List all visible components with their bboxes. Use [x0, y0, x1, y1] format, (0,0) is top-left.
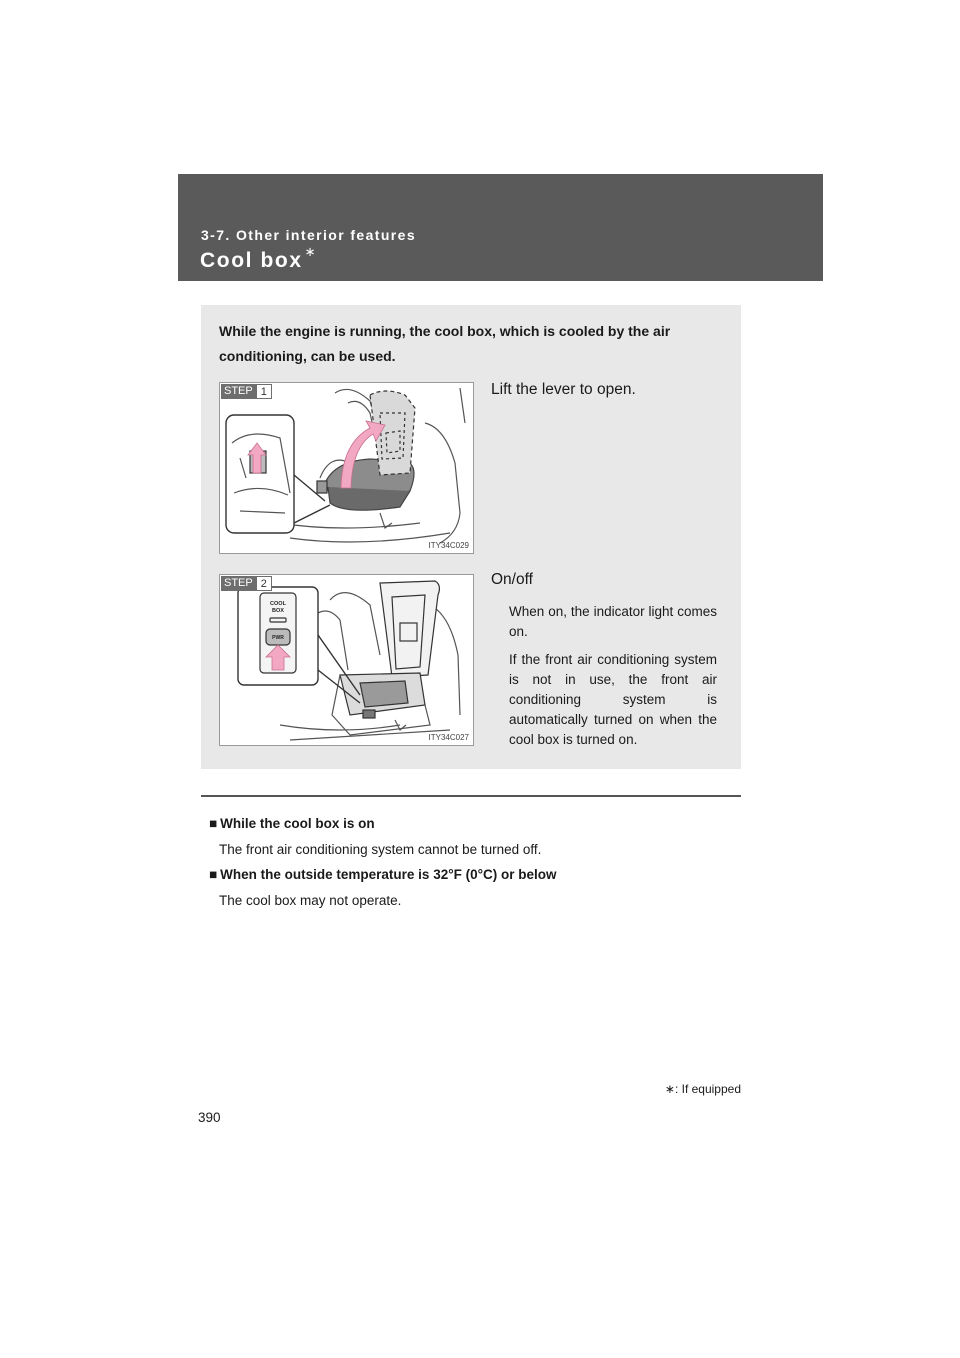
- step-1-text: Lift the lever to open.: [491, 381, 636, 398]
- note-heading-2: [209, 867, 557, 882]
- note-heading-text: When the outside temperature is 32°F (0°C) or below: [220, 867, 557, 882]
- step-2-figure: [219, 574, 474, 746]
- figure-code: ITY34C027: [428, 733, 469, 742]
- pwr-label: PWR: [272, 635, 284, 641]
- equipped-mark: ∗: [304, 244, 318, 259]
- step-2-text: On/off: [491, 571, 533, 588]
- note-marker: ■: [209, 867, 218, 882]
- page-title: [200, 244, 318, 273]
- figure-code: ITY34C029: [428, 541, 469, 550]
- step-2-note-2: If the front air conditioning system is not in use, the front air conditioning system is automatically turned on when the cool box is turned on.: [509, 652, 717, 747]
- divider: [201, 795, 741, 797]
- step-1-badge: [221, 384, 272, 399]
- note-body-1: The front air conditioning system cannot be turned off.: [219, 842, 542, 857]
- cool-label: COOL: [270, 601, 286, 607]
- page-number: 390: [198, 1110, 221, 1125]
- step-2-note-1: When on, the indicator light comes on.: [509, 604, 717, 639]
- instruction-panel: [201, 305, 741, 769]
- step-badge-label: STEP: [221, 576, 256, 591]
- note-marker: ■: [209, 816, 218, 831]
- step-badge-number: 2: [256, 576, 272, 591]
- section-header: [178, 174, 823, 281]
- page-title-text: Cool box: [200, 249, 303, 272]
- intro-text: While the engine is running, the cool box, which is cooled by the air conditioning, can be used.: [219, 323, 671, 364]
- note-heading-1: [209, 816, 375, 831]
- cool-box-open-illustration: [220, 575, 473, 745]
- step-badge-number: 1: [256, 384, 272, 399]
- armrest-lever-illustration: [220, 383, 473, 553]
- section-label: 3-7. Other interior features: [201, 227, 417, 243]
- note-heading-text: While the cool box is on: [220, 816, 375, 831]
- box-label: BOX: [272, 608, 284, 614]
- step-2-badge: [221, 576, 272, 591]
- footnote: ∗: If equipped: [664, 1082, 741, 1096]
- note-body-2: The cool box may not operate.: [219, 893, 402, 908]
- step-badge-label: STEP: [221, 384, 256, 399]
- step-1-figure: [219, 382, 474, 554]
